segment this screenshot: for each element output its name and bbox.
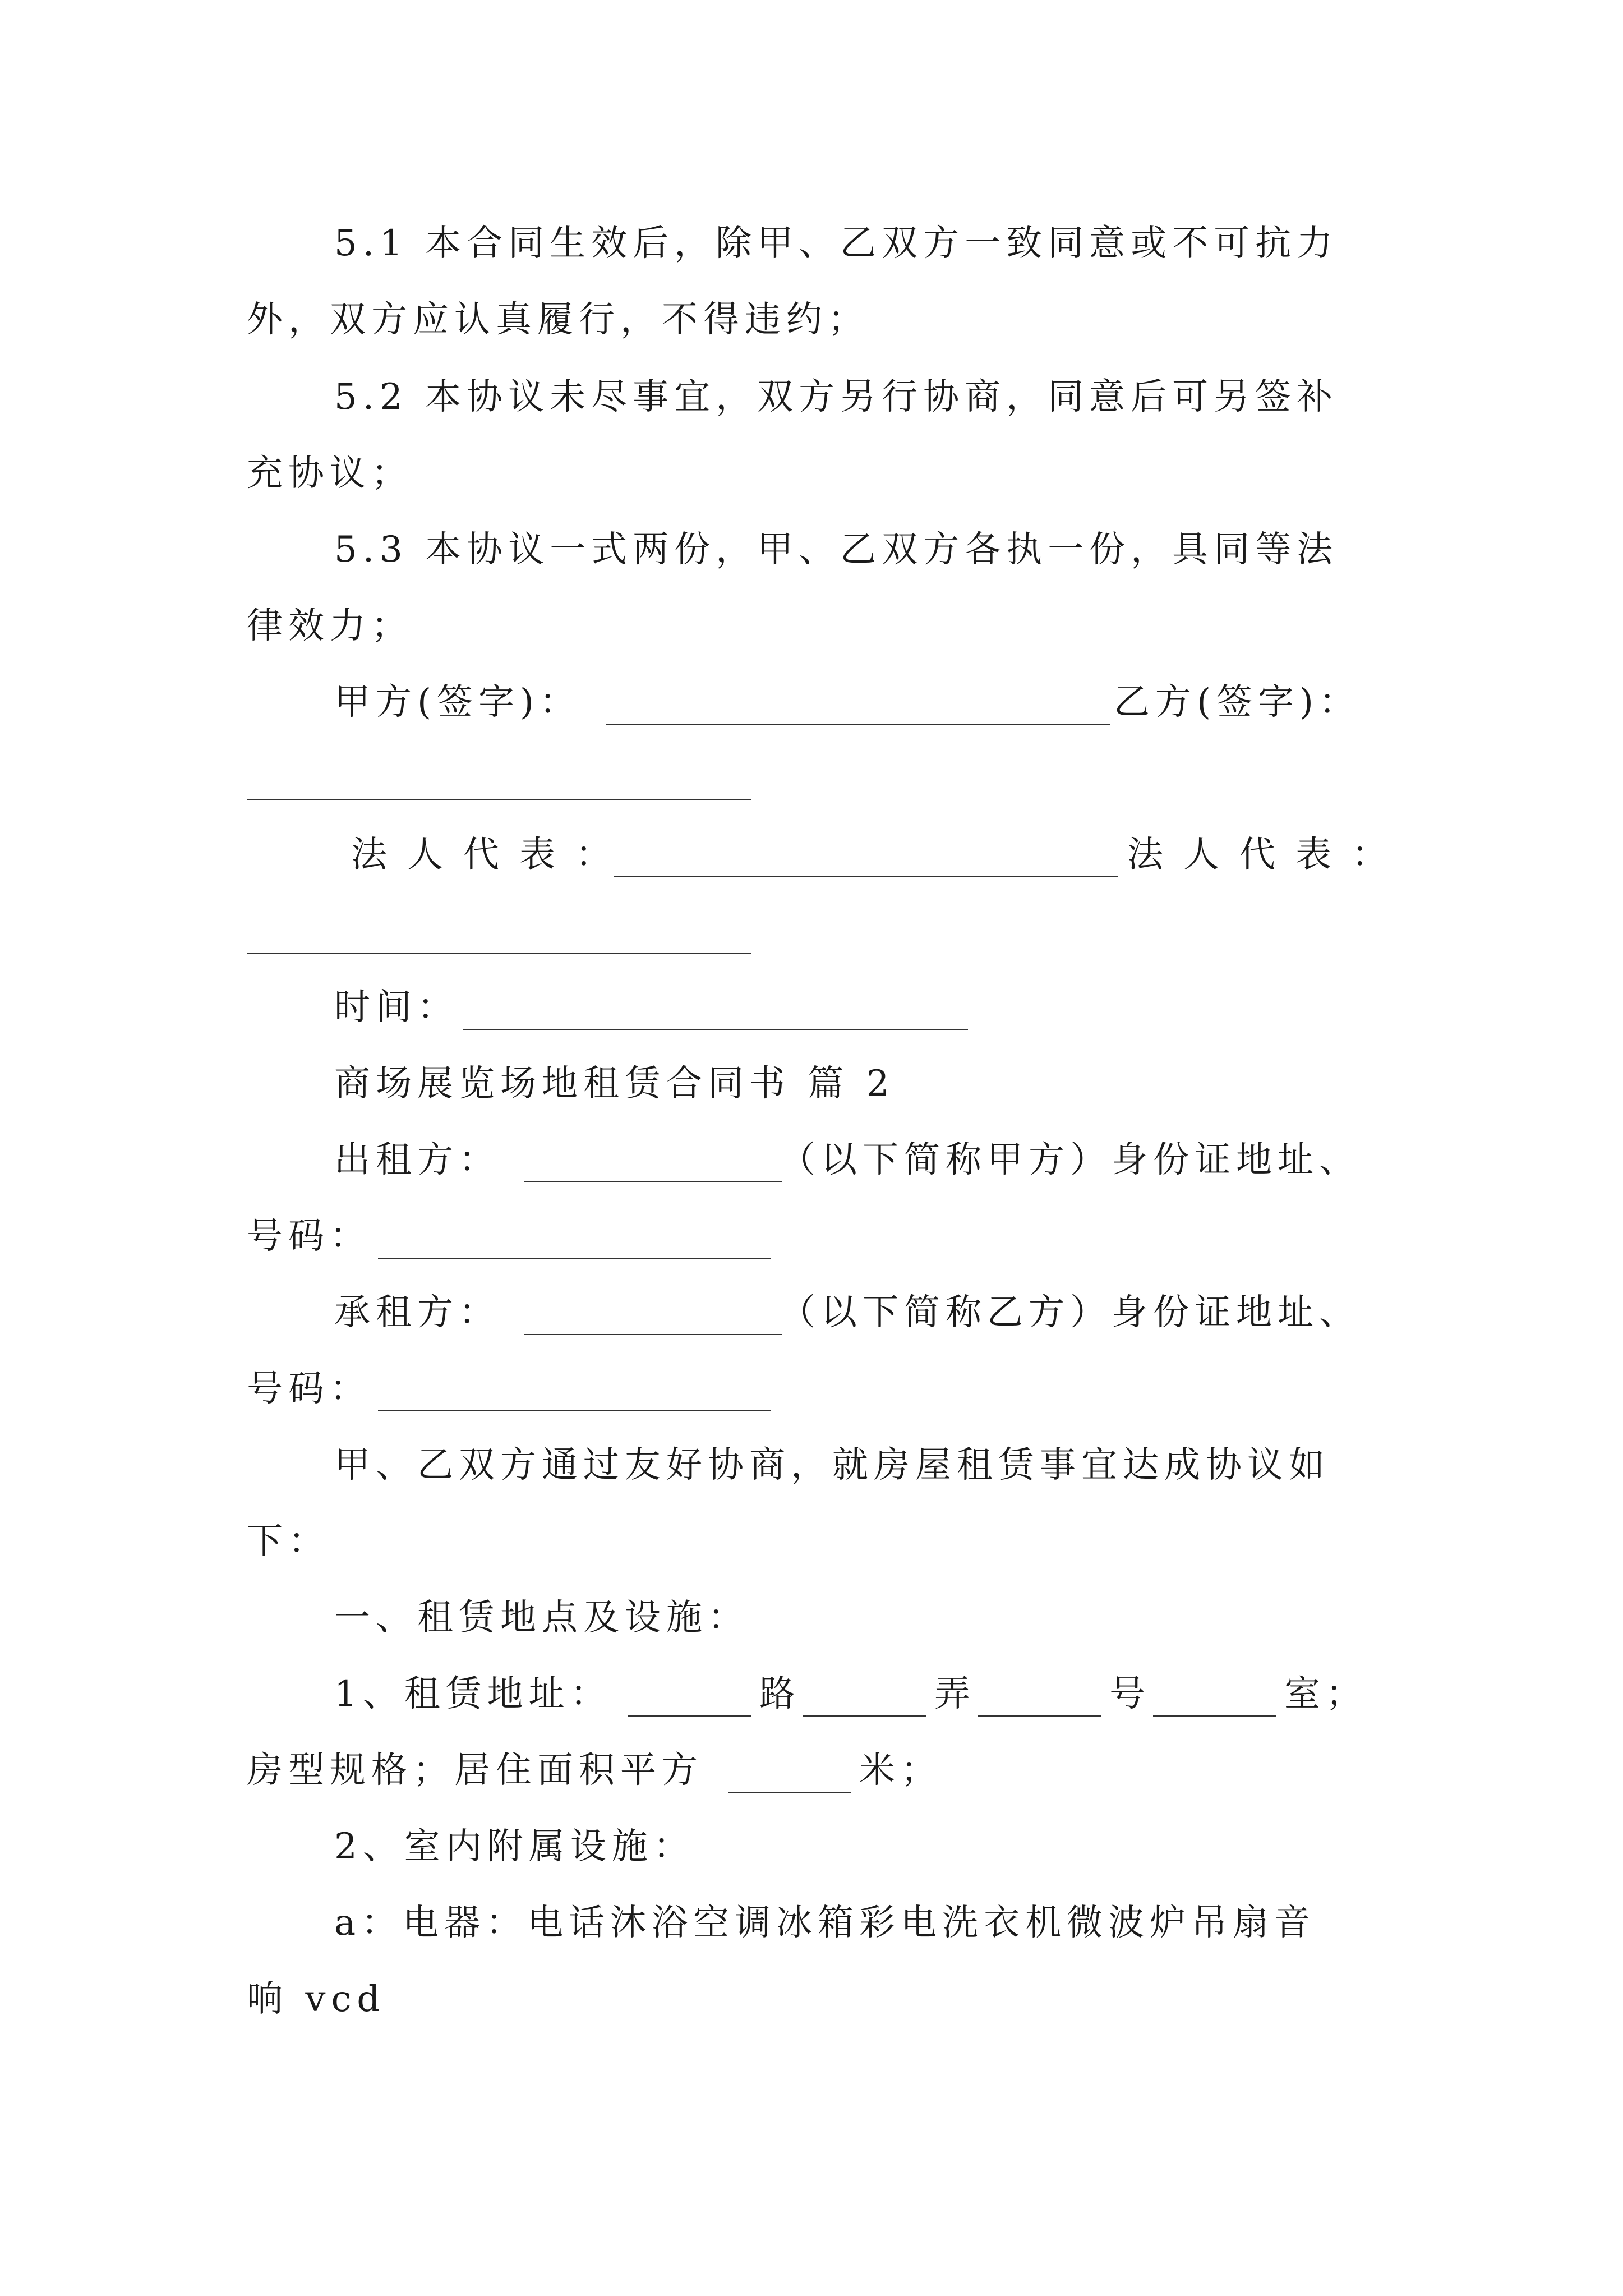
lessor-id-label: 号码： bbox=[247, 1216, 371, 1257]
clause-5-2-line-2: 充协议； bbox=[247, 453, 413, 494]
road-blank bbox=[628, 1715, 751, 1717]
lessor-note: （以下简称甲方）身份证地址、 bbox=[780, 1139, 1361, 1181]
area-blank bbox=[728, 1792, 851, 1793]
party-a-signature-label: 甲方(签字)： bbox=[334, 682, 581, 723]
area-unit: 米； bbox=[859, 1750, 942, 1791]
clause-5-1-line-2: 外，双方应认真履行，不得违约； bbox=[247, 299, 869, 341]
lessee-id-label: 号码： bbox=[247, 1368, 371, 1410]
room-unit: 室； bbox=[1284, 1673, 1367, 1715]
clause-5-3-line-2: 律效力； bbox=[247, 605, 413, 647]
lessee-name-blank bbox=[524, 1334, 782, 1335]
lessor-name-blank bbox=[524, 1181, 782, 1182]
party-b-legal-rep-blank bbox=[247, 953, 751, 954]
date-blank bbox=[463, 1029, 968, 1030]
party-b-legal-rep-label: 法人代表： bbox=[1127, 834, 1408, 876]
lessee-id-blank bbox=[378, 1410, 771, 1411]
lessee-note: （以下简称乙方）身份证地址、 bbox=[780, 1292, 1361, 1333]
section-heading-part-2: 商场展览场地租赁合同书 篇 2 bbox=[334, 1063, 895, 1105]
agreement-intro-line-1: 甲、乙双方通过友好协商，就房屋租赁事宜达成协议如 bbox=[334, 1444, 1330, 1486]
clause-5-2-line-1: 5.2 本协议未尽事宜，双方另行协商，同意后可另签补 bbox=[334, 376, 1339, 418]
date-label: 时间： bbox=[334, 987, 459, 1028]
road-unit: 路 bbox=[759, 1673, 795, 1715]
party-a-legal-rep-blank bbox=[614, 876, 1118, 877]
lane-blank bbox=[803, 1715, 926, 1717]
lessor-id-blank bbox=[378, 1258, 771, 1259]
room-type-area-label: 房型规格；居住面积平方 bbox=[247, 1750, 703, 1791]
agreement-intro-line-2: 下： bbox=[247, 1521, 330, 1562]
lessor-label: 出租方： bbox=[334, 1139, 500, 1181]
clause-5-3-line-1: 5.3 本协议一式两份，甲、乙双方各执一份，具同等法 bbox=[334, 529, 1339, 570]
lessee-label: 承租方： bbox=[334, 1292, 500, 1333]
clause-5-1-line-1: 5.1 本合同生效后，除甲、乙双方一致同意或不可抗力 bbox=[334, 223, 1339, 264]
lane-unit: 弄 bbox=[934, 1673, 970, 1715]
party-a-signature-blank bbox=[606, 724, 1110, 725]
party-a-legal-rep-label: 法人代表： bbox=[351, 834, 631, 876]
party-b-signature-blank bbox=[247, 799, 751, 800]
number-blank bbox=[978, 1715, 1101, 1717]
rental-address-label: 1、租赁地址： bbox=[334, 1673, 612, 1715]
room-blank bbox=[1153, 1715, 1276, 1717]
number-unit: 号 bbox=[1109, 1673, 1145, 1715]
section-1-heading: 一、租赁地点及设施： bbox=[334, 1597, 749, 1639]
appliances-line-1: a：电器：电话沐浴空调冰箱彩电洗衣机微波炉吊扇音 bbox=[334, 1902, 1316, 1944]
party-b-signature-label: 乙方(签字)： bbox=[1114, 682, 1361, 723]
appliances-line-2: 响 vcd bbox=[247, 1978, 386, 2020]
fixtures-heading: 2、室内附属设施： bbox=[334, 1826, 695, 1867]
